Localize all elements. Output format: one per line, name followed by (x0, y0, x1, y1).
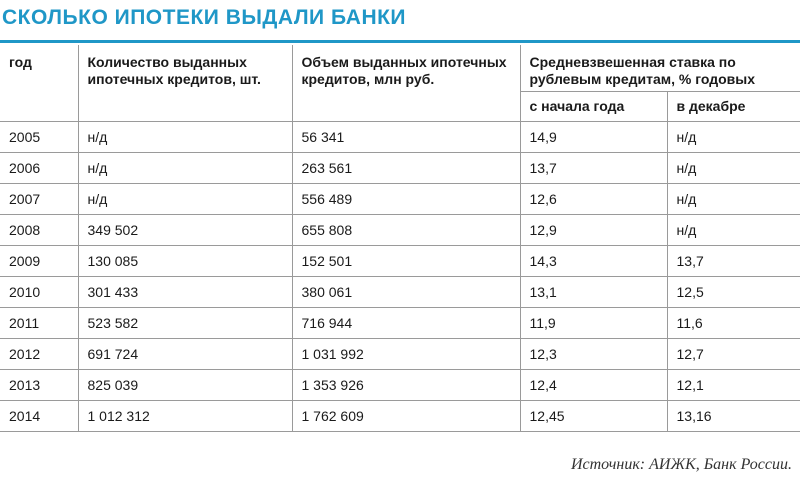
header-rate-dec: в декабре (667, 91, 800, 121)
cell-volume: 380 061 (292, 276, 520, 307)
cell-volume: 1 353 926 (292, 369, 520, 400)
header-rate: Средневзвешенная ставка по рублевым кредитам, % годовых (520, 45, 800, 91)
cell-rate-dec: 13,16 (667, 400, 800, 431)
table-row (0, 369, 800, 400)
cell-rate-ytd: 12,4 (520, 369, 667, 400)
cell-rate-ytd: 14,9 (520, 121, 667, 152)
title-rule (0, 40, 800, 43)
cell-count: н/д (78, 183, 292, 214)
cell-year: 2009 (0, 245, 78, 276)
cell-rate-ytd: 13,1 (520, 276, 667, 307)
cell-rate-ytd: 14,3 (520, 245, 667, 276)
table-title: СКОЛЬКО ИПОТЕКИ ВЫДАЛИ БАНКИ (2, 6, 407, 29)
cell-volume: 1 762 609 (292, 400, 520, 431)
table-row (0, 152, 800, 183)
mortgage-table (0, 45, 800, 432)
table-row (0, 183, 800, 214)
table-body (0, 121, 800, 431)
table-row (0, 121, 800, 152)
cell-count: н/д (78, 152, 292, 183)
cell-rate-ytd: 12,6 (520, 183, 667, 214)
cell-year: 2007 (0, 183, 78, 214)
cell-count: 130 085 (78, 245, 292, 276)
cell-rate-dec: 12,5 (667, 276, 800, 307)
header-count: Количество выданных ипотечных кредитов, шт. (78, 45, 292, 121)
cell-year: 2011 (0, 307, 78, 338)
cell-count: 301 433 (78, 276, 292, 307)
cell-count: 1 012 312 (78, 400, 292, 431)
table-row (0, 400, 800, 431)
cell-volume: 56 341 (292, 121, 520, 152)
cell-year: 2008 (0, 214, 78, 245)
cell-rate-ytd: 12,3 (520, 338, 667, 369)
cell-rate-ytd: 13,7 (520, 152, 667, 183)
cell-volume: 556 489 (292, 183, 520, 214)
cell-count: н/д (78, 121, 292, 152)
cell-volume: 263 561 (292, 152, 520, 183)
cell-rate-dec: 12,7 (667, 338, 800, 369)
cell-year: 2014 (0, 400, 78, 431)
table-row (0, 245, 800, 276)
cell-volume: 1 031 992 (292, 338, 520, 369)
cell-rate-dec: н/д (667, 214, 800, 245)
cell-year: 2010 (0, 276, 78, 307)
header-year: год (0, 45, 78, 121)
cell-count: 825 039 (78, 369, 292, 400)
cell-count: 691 724 (78, 338, 292, 369)
cell-rate-dec: 13,7 (667, 245, 800, 276)
cell-year: 2013 (0, 369, 78, 400)
cell-count: 349 502 (78, 214, 292, 245)
table-row (0, 276, 800, 307)
cell-rate-dec: н/д (667, 121, 800, 152)
cell-rate-ytd: 12,45 (520, 400, 667, 431)
cell-year: 2005 (0, 121, 78, 152)
cell-count: 523 582 (78, 307, 292, 338)
cell-volume: 716 944 (292, 307, 520, 338)
cell-volume: 655 808 (292, 214, 520, 245)
cell-rate-dec: н/д (667, 152, 800, 183)
source-note: Источник: АИЖК, Банк России. (570, 456, 792, 473)
cell-rate-ytd: 11,9 (520, 307, 667, 338)
table-row (0, 338, 800, 369)
cell-rate-dec: 11,6 (667, 307, 800, 338)
table-row (0, 307, 800, 338)
header-rate-ytd: с начала года (520, 91, 667, 121)
cell-rate-dec: н/д (667, 183, 800, 214)
cell-year: 2012 (0, 338, 78, 369)
header-volume: Объем выданных ипотечных кредитов, млн руб. (292, 45, 520, 121)
cell-rate-ytd: 12,9 (520, 214, 667, 245)
table-row (0, 214, 800, 245)
cell-rate-dec: 12,1 (667, 369, 800, 400)
cell-year: 2006 (0, 152, 78, 183)
cell-volume: 152 501 (292, 245, 520, 276)
